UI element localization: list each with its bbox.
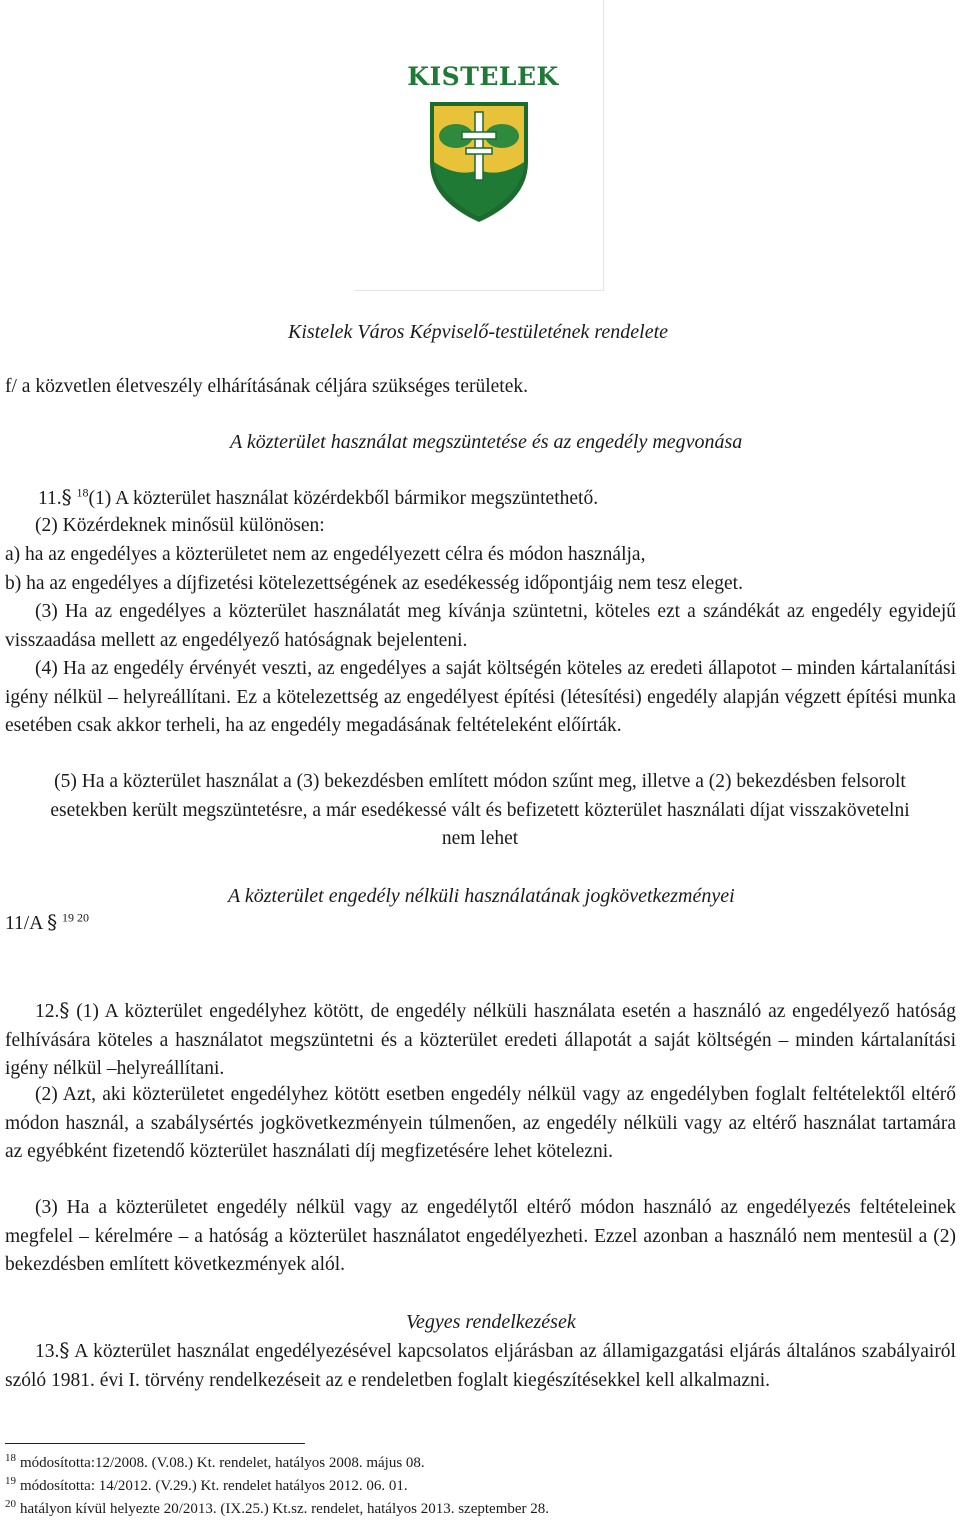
logo-text: KISTELEK xyxy=(407,62,559,91)
section-number: 11. xyxy=(38,488,62,509)
section-13-text: A közterület használat engedélyezésével kapcsolatos eljárásban az államigazgatási eljárás általános szabályairól szóló 1981. évi I. törvény rendelkezéseit az e rendeletben foglalt kiegészítésekkel kell alkalmazni. xyxy=(5,1341,956,1391)
footnote-refs-19-20: 19 20 xyxy=(61,910,89,925)
section-heading-termination: A közterület használat megszüntetése és az engedély megvonása xyxy=(230,431,743,453)
footnote-number: 18 xyxy=(5,1452,16,1464)
list-item-a: a) ha az engedélyes a közterületet nem az engedélyezett célra és módon használja, xyxy=(5,544,646,565)
section-number: 13. xyxy=(35,1341,60,1362)
section-sign: § xyxy=(61,485,72,509)
section-number: 11/A xyxy=(5,913,43,934)
footnote-text: módosította:12/2008. (V.08.) Kt. rendelet, hatályos 2008. május 08. xyxy=(20,1455,425,1471)
section-11-paragraph-3: (3) Ha az engedélyes a közterület használatát meg kívánja szüntetni, köteles ezt a szándékát az engedély egyidejű visszaadása mellett az engedélyező hatóságnak bejelenteni. xyxy=(5,601,956,651)
section-heading-misc: Vegyes rendelkezések xyxy=(406,1311,576,1333)
coat-of-arms-icon xyxy=(428,100,530,224)
section-sign: § xyxy=(47,910,58,934)
list-item-b: b) ha az engedélyes a díjfizetési kötelezettségének az esedékesség időpontjáig nem tesz eleget. xyxy=(5,573,743,594)
section-sign: § xyxy=(59,998,70,1022)
footnote-ref-18: 18 xyxy=(76,485,89,500)
section-12-text: (1) A közterület engedélyhez kötött, de engedély nélküli használata esetén a használó az engedélyező hatóság felhívására köteles a használatot megszüntetni és a közterület eredeti állapotát a saját költségén – minden kártalanítási igény nélkül –helyreállítani. xyxy=(5,1001,957,1079)
section-heading-consequences: A közterület engedély nélküli használatának jogkövetkezményei xyxy=(228,885,735,907)
footnote-separator xyxy=(5,1443,305,1444)
footnote-18 xyxy=(5,1452,945,1475)
section-12-paragraph-2: (2) Azt, aki közterületet engedélyhez kötött esetben engedély nélkül vagy az engedélyben foglalt feltételektől eltérő módon használ, a szabálysértés jogkövetkezményein túlmenően, az engedély nélküli vagy az eltérő használat tartamára az egyébként fizetendő közterület használati díj megfizetésére lehet kötelezni. xyxy=(5,1084,956,1162)
section-13-paragraph xyxy=(5,1336,956,1395)
section-11a-label xyxy=(5,908,89,939)
section-11-paragraph-1 xyxy=(38,483,598,514)
list-item-f: f/ a közvetlen életveszély elhárításának céljára szükséges területek. xyxy=(5,376,528,397)
section-11-text: (1) A közterület használat közérdekből bármikor megszüntethető. xyxy=(88,488,599,509)
footnote-text: hatályon kívül helyezte 20/2013. (IX.25.) Kt.sz. rendelet, hatályos 2013. szeptember 28. xyxy=(20,1501,550,1517)
section-11-paragraph-4: (4) Ha az engedély érvényét veszti, az engedélyes a saját költségén köteles az eredeti állapotot – minden kártalanítási igény nélkül – helyreállítani. Ez a kötelezettség az engedélyest építési (létesítési) engedély alapján végzett építési munka esetében csak akkor terheli, ha az engedély megadásának feltételeként előírták. xyxy=(5,658,956,736)
footnote-20 xyxy=(5,1498,945,1521)
section-12-paragraph-3: (3) Ha a közterületet engedély nélkül vagy az engedélytől eltérő módon használó az engedélyezés feltételeinek megfelel – kérelmére – a hatóság a közterület használatot engedélyezheti. Ezzel azonban a használó nem mentesül a (2) bekezdésben említett következmények alól. xyxy=(5,1197,956,1275)
footnote-19 xyxy=(5,1475,945,1498)
footnote-number: 20 xyxy=(5,1498,16,1510)
section-sign: § xyxy=(59,1338,70,1362)
page-title: Kistelek Város Képviselő-testületének rendelete xyxy=(288,321,669,343)
section-11-paragraph-2: (2) Közérdeknek minősül különösen: xyxy=(35,515,325,536)
footnote-number: 19 xyxy=(5,1475,16,1487)
section-number: 12. xyxy=(35,1001,60,1022)
footnote-text: módosította: 14/2012. (V.29.) Kt. rendelet hatályos 2012. 06. 01. xyxy=(20,1478,408,1494)
section-11-paragraph-5: (5) Ha a közterület használat a (3) bekezdésben említett módon szűnt meg, illetve a (2) bekezdésben felsorolt esetekben került megszüntetésre, a már esedékessé vált és befizetett közterület használati díjat visszakövetelni nem lehet xyxy=(50,771,910,849)
section-12-paragraph-1 xyxy=(5,996,956,1084)
